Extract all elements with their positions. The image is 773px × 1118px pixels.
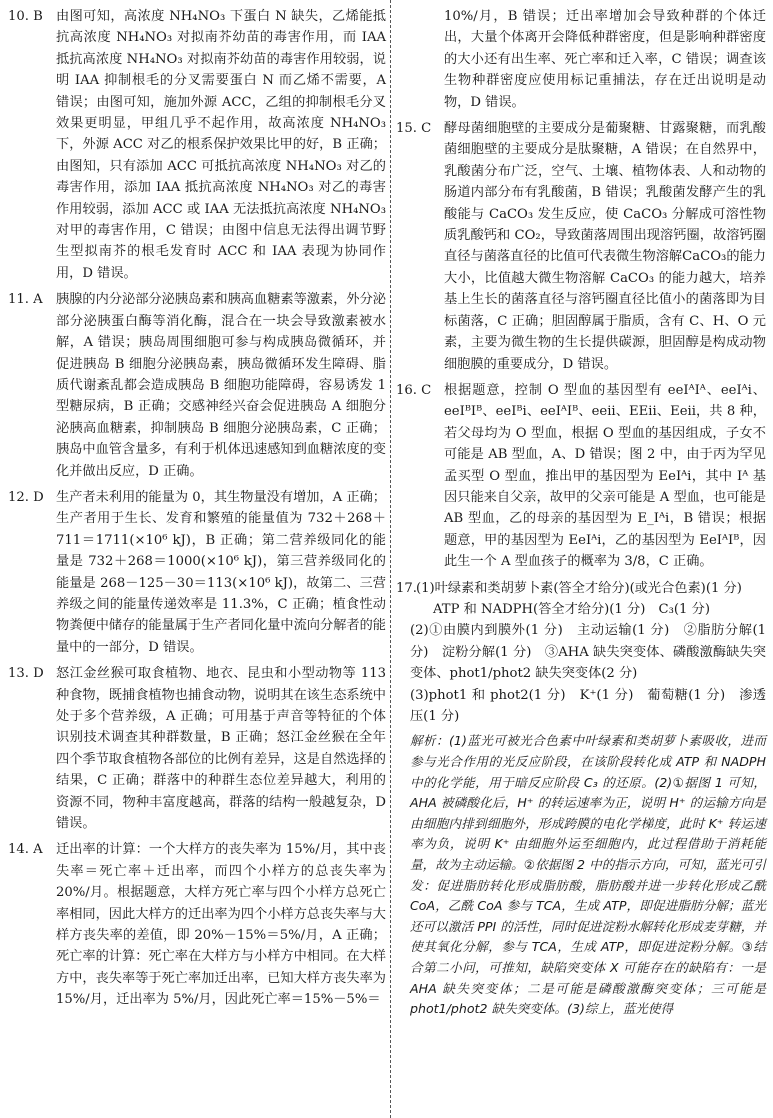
question-number: 13. D	[8, 666, 44, 682]
answer-16	[396, 380, 766, 573]
answer-11	[8, 289, 386, 482]
answer-10	[8, 6, 386, 284]
answer-17	[396, 578, 766, 1020]
right-column	[396, 6, 766, 1114]
answer-text: 迁出率的计算：一个大样方的丧失率为 15%/月，其中丧失率＝死亡率＋迁出率，而四个小样方的总丧失率为 20%/月。根据题意，大样方死亡率与四个小样方总死亡率相同，因此大样方的迁出率为四个小样方总丧失率与大样方丧失率的差值，即 20%－15%＝5%/月，A 正确；死亡率的计算：死亡率在大样方与小样方中相同。在大样方中，丧失率等于死亡率加迁出率，已知大样方丧失率为 15%/月，迁出率为 5%/月，因此死亡率＝15%－5%＝	[56, 842, 386, 1008]
answer-17-part1	[396, 578, 766, 599]
question-number: 15. C	[396, 121, 432, 137]
answer-17-part1-b: ATP 和 NADPH(答全才给分)(1 分) C₃(1 分)	[433, 601, 710, 617]
question-number: 16. C	[396, 382, 432, 398]
question-number: 11. A	[8, 292, 43, 308]
answer-text: 根据题意，控制 O 型血的基因型有 eeIᴬIᴬ、eeIᴬi、eeIᴮIᴮ、eeIᴮi、eeIᴬIᴮ、eeii、EEii、Eeii，共 8 种，若父母均为 O 型血，根据 O 型血的基因组成，子女不可能是 AB 型血，A、D 错误；图 2 中，由于丙为罕见孟买型 O 型血，推出甲的基因型为 EeIᴬi，其中 Iᴬ 基因只能来自父亲，故甲的父亲可能是 A 型血，也可能是 AB 型血，乙的母亲的基因型为 E_Iᴬi，B 错误；根据题意，甲的基因型为 EeIᴬi，乙的基因型为 EeIᴬIᴮ，因此生一个 A 型血孩子的概率为 3/8，C 正确。	[444, 382, 766, 570]
answer-17-part3: (3)phot1 和 phot2(1 分) K⁺(1 分) 葡萄糖(1 分) 渗透压(1 分)	[410, 687, 766, 724]
column-divider	[390, 0, 391, 1118]
answer-17-part2: (2)①由膜内到膜外(1 分) 主动运输(1 分) ②脂肪分解(1 分) 淀粉分解(1 分) ③AHA 缺失突变体、磷酸激酶缺失突变体、phot1/phot2 缺失突变体(2 分)	[410, 623, 766, 682]
answer-text: 酵母菌细胞壁的主要成分是葡聚糖、甘露聚糖，而乳酸菌细胞壁的主要成分是肽聚糖，A 错误；在自然界中，乳酸菌分布广泛，空气、土壤、植物体表、人和动物的肠道内部分布有乳酸菌，B 错误；乳酸菌发酵产生的乳酸能与 CaCO₃ 发生反应，使 CaCO₃ 分解成可溶性物质乳酸钙和 CO₂，导致菌落周围出现溶钙圈，故溶钙圈直径与菌落直径的比值可代表微生物溶解CaCO₃的能力大小，比值越大微生物溶解 CaCO₃ 的能力越大，培养基上生长的菌落直径与溶钙圈直径比值小的菌落即为目标菌落，C 正确；胆固醇属于脂质，含有 C、H、O 元素，主要为微生物的生长提供碳源，胆固醇是构成动物细胞膜的重要成分，D 错误。	[444, 121, 766, 372]
answer-text: 胰腺的内分泌部分泌胰岛素和胰高血糖素等激素，外分泌部分泌胰蛋白酶等消化酶，混合在一块会导致激素被水解，A 错误；胰岛周围细胞可参与构成胰岛微循环，并促进胰岛 B 细胞分泌胰岛素，胰岛微循环发生障碍、脂质代谢紊乱都会造成胰岛 B 细胞功能障碍，容易诱发 1 型糖尿病，B 正确；交感神经兴奋会促进胰岛 A 细胞分泌胰高血糖素，抑制胰岛 B 细胞分泌胰岛素，C 正确；胰岛中血管含量多，有利于机体迅速感知到血糖浓度的变化并做出反应，D 正确。	[56, 292, 386, 479]
question-number: 17.	[396, 580, 417, 596]
answer-14-continued: 10%/月，B 错误；迁出率增加会导致种群的个体迁出，大量个体离开会降低种群密度，但是影响种群密度的大小还有出生率、死亡率和迁入率，C 错误；调查该生物种群密度应使用标记重捕法，存在迁出说明是动物，D 错误。	[444, 9, 766, 110]
answer-14	[8, 839, 386, 1010]
answer-15	[396, 118, 766, 375]
answer-12	[8, 487, 386, 658]
answer-text: 由图可知，高浓度 NH₄NO₃ 下蛋白 N 缺失，乙烯能抵抗高浓度 NH₄NO₃ 对拟南芥幼苗的毒害作用，而 IAA 抵抗高浓度 NH₄NO₃ 对拟南芥幼苗的毒害作用较弱，说明 IAA 抑制根毛的分叉需要蛋白 N 而乙烯不需要，A 错误；由图可知，施加外源 ACC，乙组的抑制根毛分叉效果更明显，甲组几乎不起作用，故高浓度 NH₄NO₃ 下，外源 ACC 对乙的根系保护效果比甲的好，B 正确；由图知，只有添加 ACC 可抵抗高浓度 NH₄NO₃ 对乙的毒害作用，添加 IAA 抵抗高浓度 NH₄NO₃ 对乙的毒害作用较弱，添加 ACC 或 IAA 无法抵抗高浓度 NH₄NO₃ 对甲的毒害作用，C 错误；由图中信息无法得出调节野生型拟南芥的根毛发育时 ACC 和 IAA 表现为协同作用，D 错误。	[56, 9, 386, 281]
answer-text: 生产者未利用的能量为 0，其生物量没有增加，A 正确；生产者用于生长、发育和繁殖的能量值为 732＋268＋711＝1711(×10⁶ kJ)，B 正确；第二营养级同化的能量是 732＋268＝1000(×10⁶ kJ)，第三营养级同化的能量是 268－125－30＝113(×10⁶ kJ)，故第二、三营养级之间的能量传递效率是 11.3%，C 正确；植食性动物粪便中储存的能量属于生产者同化量中流向分解者的能量中的一部分，D 错误。	[56, 489, 386, 655]
question-number: 10. B	[8, 9, 43, 24]
answer-17-explanation: 解析：(1)蓝光可被光合色素中叶绿素和类胡萝卜素吸收，进而参与光合作用的光反应阶段，在该阶段转化成 ATP 和 NADPH中的化学能，用于暗反应阶段 C₃ 的还原。(2)①据图 1 可知，AHA 被磷酸化后，H⁺ 的转运速率为正，说明 H⁺ 的运输方向是由细胞内排到细胞外，形成跨膜的电化学梯度，此时 K⁺ 转运速率为负，说明 K⁺ 由细胞外运至细胞内，此过程借助于消耗能量，故为主动运输。②依据图 2 中的指示方向，可知，蓝光可引发：促进脂肪转化形成脂肪酸，脂肪酸并进一步转化形成乙酰 CoA，乙酰 CoA 参与 TCA，生成 ATP，即促进脂肪分解；蓝光还可以激活 PPI 的活性，同时促进淀粉水解转化形成麦芽糖，并使其氧化分解，参与 TCA，生成 ATP，即促进淀粉分解。③结合第二小问，可推知，缺陷突变体 X 可能存在的缺陷有：一是 AHA 缺失突变体；二是可能是磷酸激酶突变体；三可能是 phot1/phot2 缺失突变体。(3)综上，蓝光使得	[410, 733, 766, 1017]
question-number: 14. A	[8, 842, 43, 858]
answer-17-part1-a: (1)叶绿素和类胡萝卜素(答全才给分)(或光合色素)(1 分)	[416, 580, 742, 596]
answer-13	[8, 663, 386, 834]
question-number: 12. D	[8, 489, 44, 505]
left-column	[8, 6, 386, 1114]
answer-text: 怒江金丝猴可取食植物、地衣、昆虫和小型动物等 113 种食物，既捕食植物也捕食动物，说明其在该生态系统中处于多个营养级，A 正确；可用基于声音等特征的个体识别技术调查其种群数量，B 正确；怒江金丝猴在全年四个季节取食植物各部位的比例有差异，这是自然选择的结果，C 正确；群落中的种群生态位差异越大，利用的资源不同，物种丰富度越高，群落的结构一般越复杂，D 错误。	[56, 666, 386, 832]
